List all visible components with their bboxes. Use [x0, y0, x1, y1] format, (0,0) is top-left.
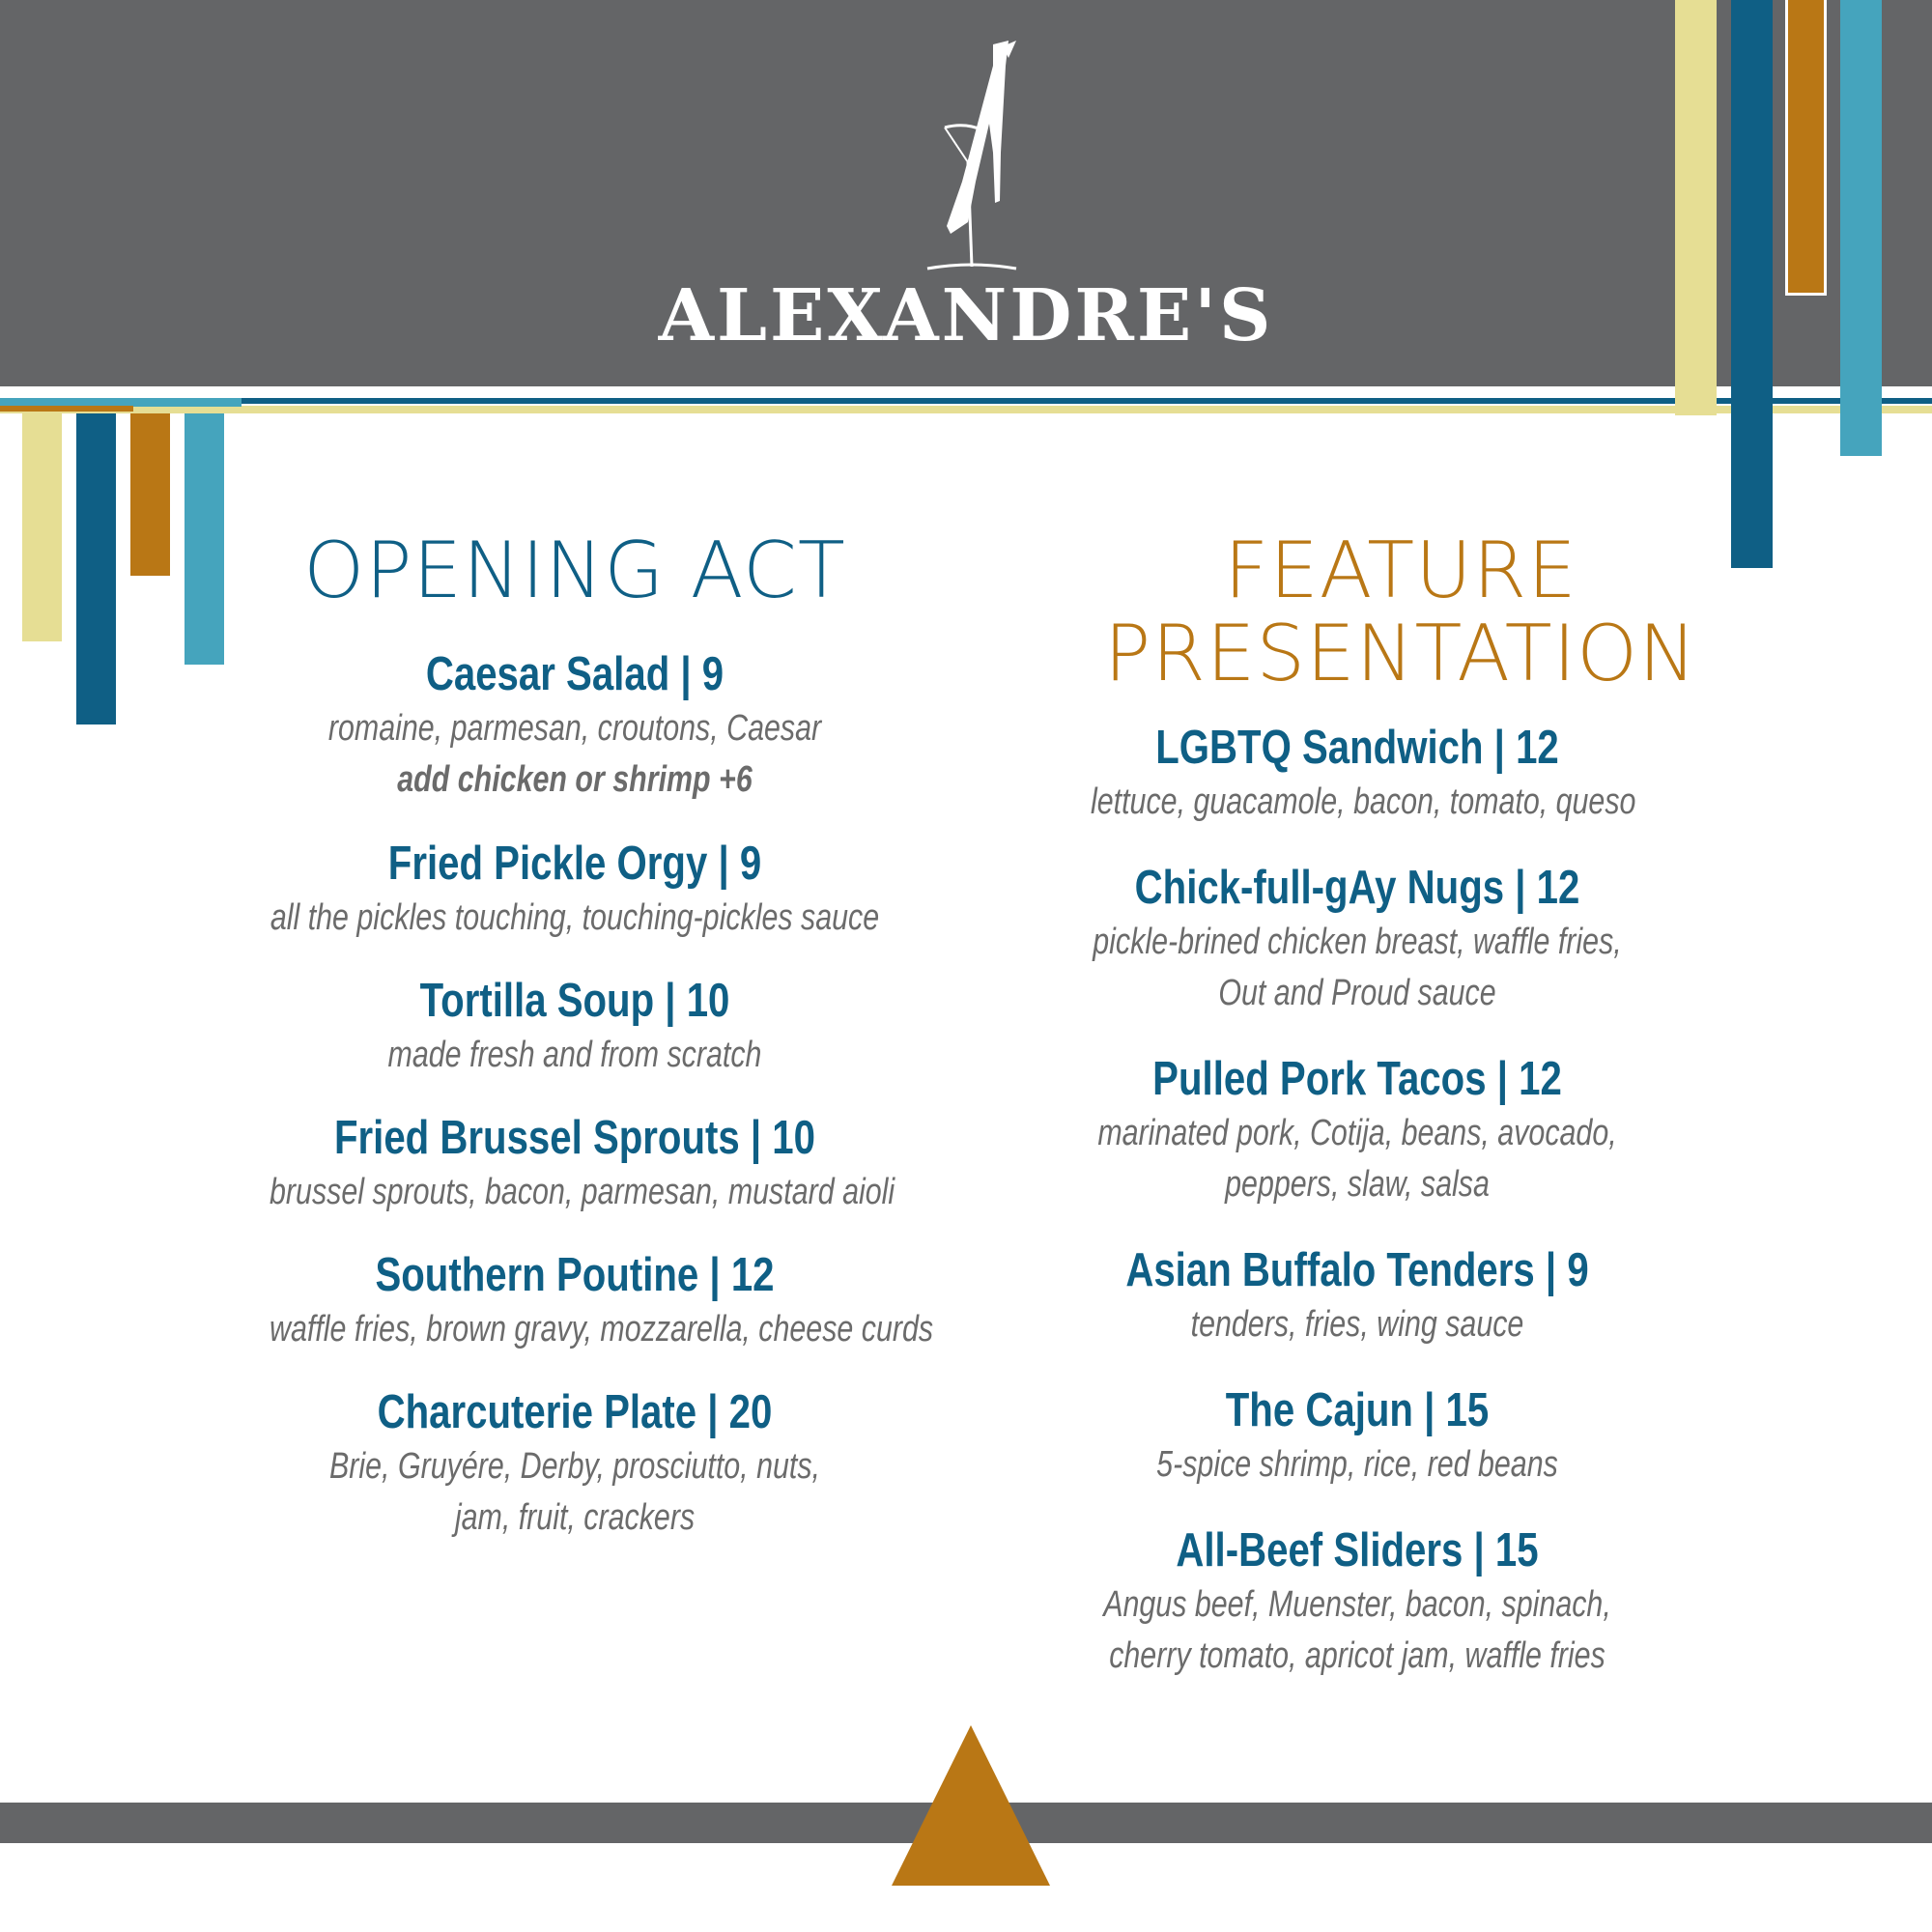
list-item — [193, 1246, 956, 1355]
menu-item-name: Fried Brussel Sprouts | 10 — [333, 1112, 816, 1164]
list-item — [193, 645, 956, 806]
stripe-gold-accent — [0, 406, 133, 412]
triangle-icon — [892, 1725, 1050, 1886]
left-bar-navy — [76, 413, 116, 724]
menu-item-desc: Angus beef, Muenster, bacon, spinach, — [1103, 1584, 1611, 1625]
feature-presentation-title — [1043, 526, 1758, 699]
menu-item-name: LGBTQ Sandwich | 12 — [1155, 722, 1559, 774]
stripe-navy — [0, 398, 1932, 404]
menu-item-addon: add chicken or shrimp +6 — [397, 759, 753, 800]
list-item — [1024, 1521, 1690, 1682]
feature-title-line2: PRESENTATION — [1104, 609, 1697, 699]
list-item — [193, 1383, 956, 1544]
menu-item-desc: 5-spice shrimp, rice, red beans — [1156, 1444, 1558, 1485]
stripe-white — [0, 386, 1932, 398]
menu-item-desc: marinated pork, Cotija, beans, avocado, — [1097, 1113, 1617, 1153]
menu-item-desc: tenders, fries, wing sauce — [1190, 1304, 1524, 1345]
menu-item-desc: Brie, Gruyére, Derby, prosciutto, nuts, — [329, 1446, 820, 1487]
list-item — [1024, 1381, 1690, 1491]
menu-item-name: Fried Pickle Orgy | 9 — [387, 838, 762, 890]
menu-item-desc: all the pickles touching, touching-pickles sauce — [270, 897, 880, 938]
menu-item-name: All-Beef Sliders | 15 — [1176, 1524, 1539, 1577]
menu-item-desc: Out and Proud sauce — [1218, 973, 1496, 1013]
menu-item-name: Tortilla Soup | 10 — [419, 975, 730, 1027]
list-item — [1024, 1241, 1690, 1350]
list-item — [193, 972, 956, 1081]
menu-item-name: Caesar Salad | 9 — [425, 648, 724, 700]
menu-item-desc: romaine, parmesan, croutons, Caesar — [327, 708, 822, 749]
menu-item-name: Charcuterie Plate | 20 — [377, 1386, 773, 1438]
opening-act-title: OPENING ACT — [303, 526, 846, 615]
left-bar-gold — [130, 413, 170, 576]
menu-item-desc: cherry tomato, apricot jam, waffle fries — [1109, 1635, 1605, 1676]
list-item — [193, 1109, 956, 1218]
left-bar-cream — [22, 413, 62, 641]
menu-item-name: Southern Poutine | 12 — [375, 1249, 775, 1301]
menu-item-desc: lettuce, guacamole, bacon, tomato, queso — [1091, 781, 1636, 822]
list-item — [1024, 719, 1690, 828]
right-bar-navy — [1731, 0, 1773, 568]
feature-presentation-menu — [1024, 719, 1690, 1682]
menu-item-desc: pickle-brined chicken breast, waffle fries, — [1093, 922, 1622, 962]
opening-act-menu — [193, 645, 956, 1544]
menu-item-name: Asian Buffalo Tenders | 9 — [1125, 1244, 1589, 1296]
right-bar-gold — [1785, 0, 1827, 296]
menu-item-desc: peppers, slaw, salsa — [1225, 1164, 1490, 1205]
menu-item-name: The Cajun | 15 — [1225, 1384, 1490, 1436]
brand-name: ALEXANDRE'S — [658, 274, 1274, 357]
stripe-cream — [0, 406, 1932, 413]
left-bar-teal — [185, 413, 224, 665]
right-bar-teal — [1840, 0, 1882, 456]
list-item — [193, 835, 956, 944]
list-item — [1024, 1050, 1690, 1210]
menu-item-desc: made fresh and from scratch — [387, 1035, 762, 1075]
list-item — [1024, 859, 1690, 1019]
feature-title-line1: FEATURE — [1224, 526, 1577, 615]
menu-item-name: Chick-full-gAy Nugs | 12 — [1134, 862, 1580, 914]
right-bar-cream — [1675, 0, 1717, 415]
menu-item-name: Pulled Pork Tacos | 12 — [1152, 1053, 1562, 1105]
menu-item-desc: brussel sprouts, bacon, parmesan, mustard aioli — [270, 1172, 895, 1212]
menu-item-desc: waffle fries, brown gravy, mozzarella, cheese curds — [270, 1309, 934, 1350]
menu-item-desc: jam, fruit, crackers — [454, 1497, 696, 1538]
martini-logo-icon — [908, 37, 1043, 278]
